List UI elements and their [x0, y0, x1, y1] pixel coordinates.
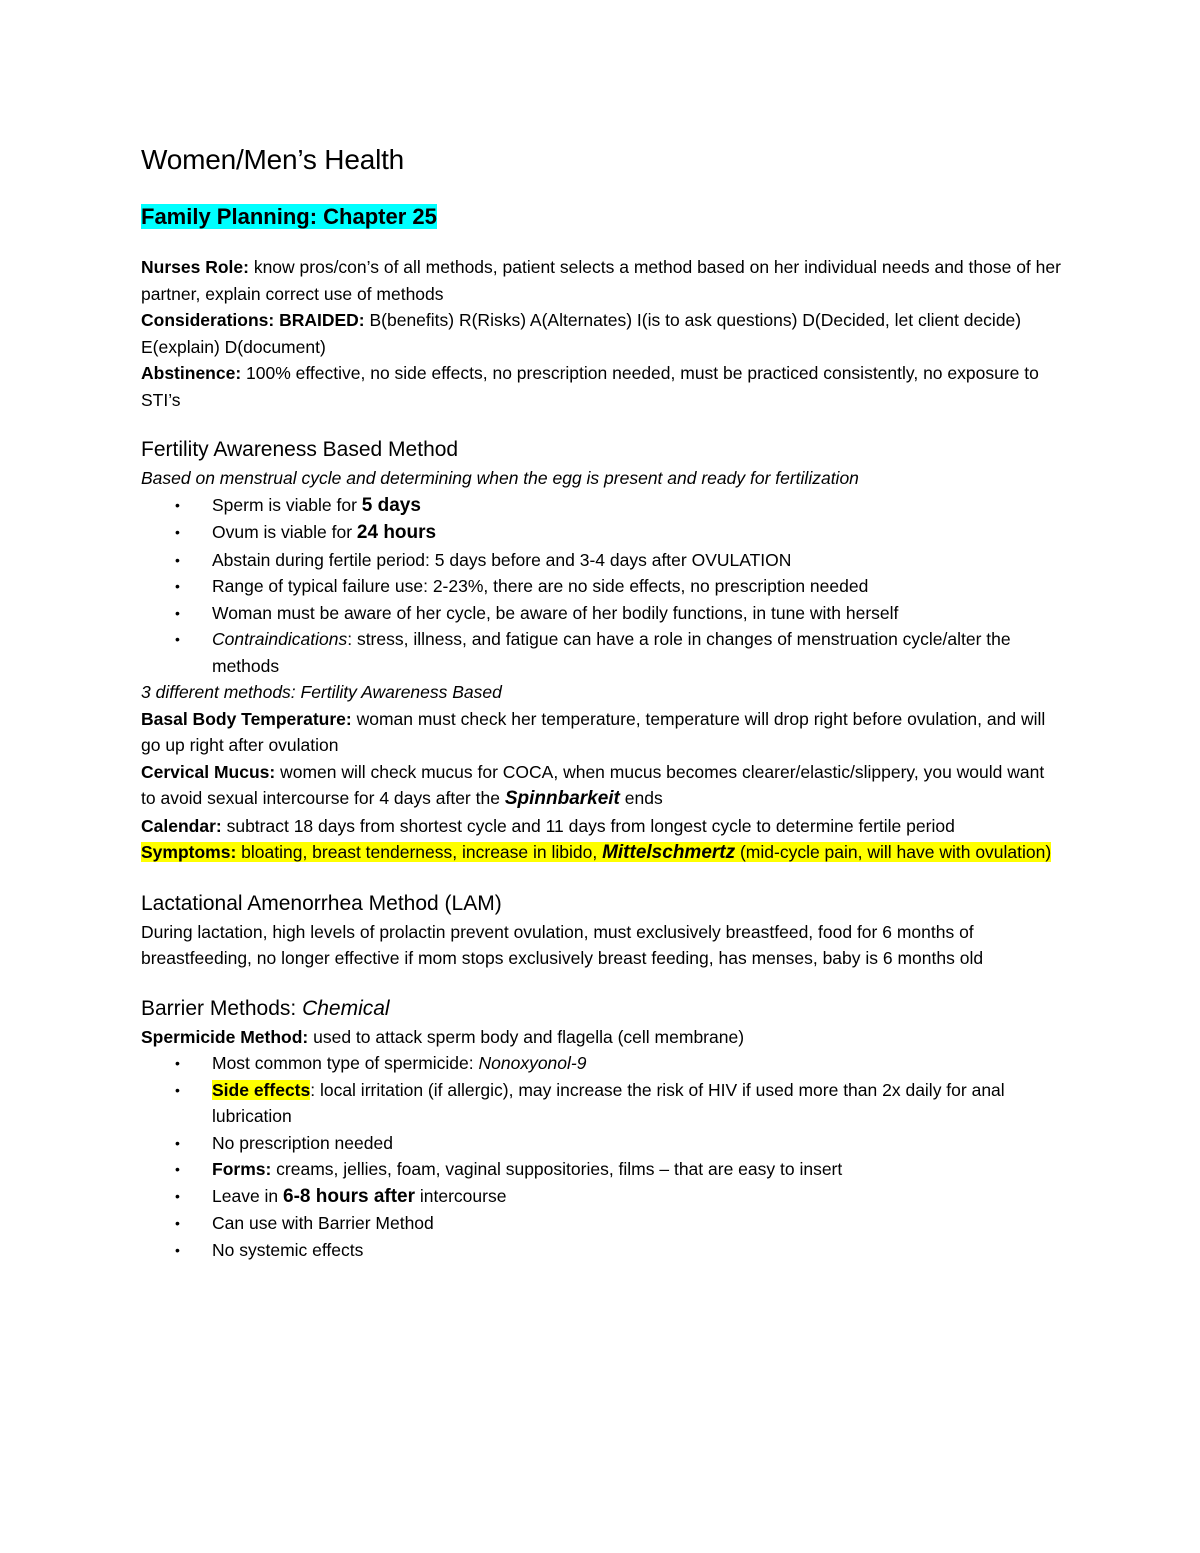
list-item-text: : stress, illness, and fatigue can have a role in changes of menstruation cycle/alter the methods	[212, 629, 1011, 676]
bbt-text: woman must check her temperature, temperature will drop right before ovulation, and will go up right after ovulation	[141, 708, 1046, 755]
fertility-intro	[141, 465, 1061, 492]
bullet-icon: •	[175, 604, 180, 621]
barrier-heading	[141, 994, 1061, 1024]
list-item	[141, 547, 1061, 574]
spinnbarkeit-term: Spinnbarkeit	[504, 788, 620, 809]
list-item-text: No systemic effects	[212, 1239, 364, 1260]
bbt-paragraph	[141, 706, 1061, 759]
bbt-label: Basal Body Temperature:	[141, 708, 352, 729]
fertility-bullet-list	[141, 492, 1061, 680]
section-heading-text: Family Planning: Chapter 25	[141, 204, 437, 229]
bullet-icon: •	[175, 1187, 180, 1204]
bullet-icon: •	[175, 551, 180, 568]
barrier-heading-text: Barrier Methods:	[141, 996, 297, 1020]
forms-label: Forms:	[212, 1159, 272, 1179]
list-item-text: Abstain during fertile period: 5 days before and 3-4 days after OVULATION	[212, 549, 792, 570]
symptoms-end: (mid-cycle pain, will have with ovulation)	[735, 842, 1052, 862]
list-item-text: Woman must be aware of her cycle, be aware of her bodily functions, in tune with herself	[212, 602, 899, 623]
list-item	[141, 1156, 1061, 1183]
nurses-role-label: Nurses Role:	[141, 257, 249, 277]
list-item	[141, 492, 1061, 520]
list-item-text: Leave in	[212, 1185, 284, 1206]
list-item-emphasis: 24 hours	[356, 522, 437, 543]
list-item	[141, 1183, 1061, 1211]
three-methods-note	[141, 679, 1061, 706]
considerations-text: B(benefits) R(Risks) A(Alternates) I(is to ask questions) D(Decided, let client decide) E(explain) D(document)	[141, 310, 1022, 357]
list-item-text-end: intercourse	[415, 1185, 507, 1206]
list-item-emphasis: 5 days	[361, 494, 421, 516]
cervical-mucus-paragraph	[141, 759, 1061, 813]
bullet-icon: •	[175, 1081, 180, 1098]
cervical-mucus-label: Cervical Mucus:	[141, 761, 276, 782]
list-item-text: No prescription needed	[212, 1132, 393, 1153]
symptoms-label: Symptoms:	[141, 842, 237, 862]
list-item-text: : local irritation (if allergic), may increase the risk of HIV if used more than 2x daily for anal lubrication	[212, 1079, 1005, 1126]
document-page	[141, 140, 1061, 1263]
bullet-icon: •	[175, 1134, 180, 1151]
calendar-label: Calendar:	[141, 815, 222, 836]
spermicide-paragraph	[141, 1024, 1061, 1051]
calendar-text: subtract 18 days from shortest cycle and 11 days from longest cycle to determine fertile period	[221, 815, 955, 836]
nurses-role-text: know pros/con’s of all methods, patient selects a method based on her individual needs and those of her partner, explain correct use of methods	[141, 257, 1061, 304]
document-title: Women/Men’s Health	[141, 144, 405, 175]
bullet-icon: •	[175, 496, 180, 513]
fertility-intro-text: Based on menstrual cycle and determining when the egg is present and ready for fertilization	[141, 468, 859, 488]
barrier-bullet-list	[141, 1050, 1061, 1263]
abstinence-label: Abstinence:	[141, 363, 242, 383]
list-item	[141, 519, 1061, 547]
list-item-text: Ovum is viable for	[212, 522, 357, 542]
list-item-text: Range of typical failure use: 2-23%, there are no side effects, no prescription needed	[212, 576, 869, 596]
list-item	[141, 1237, 1061, 1264]
lam-paragraph: During lactation, high levels of prolactin prevent ovulation, must exclusively breastfeed, food for 6 months of breastfeeding, no longer effective if mom stops exclusively breast feeding, has menses, baby is 6 months old	[141, 921, 984, 968]
list-item-text: Sperm is viable for	[212, 494, 362, 515]
list-item	[141, 1130, 1061, 1157]
cervical-mucus-text: women will check mucus for COCA, when mucus becomes clearer/elastic/slippery, you would want to avoid sexual intercourse for 4 days after the	[141, 761, 1045, 808]
section-heading	[141, 202, 1061, 232]
list-item-text: Most common type of spermicide:	[212, 1053, 479, 1073]
list-item-emphasis: Contraindications	[212, 629, 348, 649]
abstinence-paragraph	[141, 360, 1061, 413]
lam-heading: Lactational Amenorrhea Method (LAM)	[141, 891, 502, 915]
list-item-emphasis: 6-8 hours after	[283, 1185, 416, 1207]
considerations-paragraph	[141, 307, 1061, 360]
bullet-icon: •	[175, 1055, 180, 1071]
list-item	[141, 626, 1061, 679]
list-item	[141, 1077, 1061, 1130]
three-methods-text: 3 different methods: Fertility Awareness Based	[141, 682, 502, 702]
list-item-emphasis: Nonoxyonol-9	[478, 1053, 587, 1073]
list-item	[141, 600, 1061, 627]
bullet-icon: •	[175, 524, 180, 540]
mittelschmertz-term: Mittelschmertz	[602, 842, 736, 863]
list-item-text: creams, jellies, foam, vaginal suppositories, films – that are easy to insert	[271, 1159, 843, 1179]
considerations-label: Considerations: BRAIDED:	[141, 310, 365, 330]
bullet-icon: •	[175, 1241, 180, 1258]
bullet-icon: •	[175, 1215, 180, 1231]
list-item	[141, 1210, 1061, 1237]
nurses-role-paragraph	[141, 254, 1061, 307]
calendar-paragraph	[141, 813, 1061, 840]
abstinence-text: 100% effective, no side effects, no prescription needed, must be practiced consistently, no exposure to STI’s	[141, 363, 1039, 410]
list-item-text: Can use with Barrier Method	[212, 1213, 434, 1233]
fertility-heading: Fertility Awareness Based Method	[141, 438, 459, 461]
bullet-icon: •	[175, 1161, 180, 1177]
spermicide-label: Spermicide Method:	[141, 1026, 309, 1047]
spermicide-text: used to attack sperm body and flagella (cell membrane)	[308, 1026, 745, 1047]
barrier-heading-italic: Chemical	[296, 996, 390, 1020]
list-item	[141, 1050, 1061, 1077]
side-effects-label: Side effects	[212, 1079, 311, 1100]
bullet-icon: •	[175, 578, 180, 594]
bullet-icon: •	[175, 631, 180, 647]
symptoms-text: bloating, breast tenderness, increase in libido,	[236, 842, 603, 862]
symptoms-paragraph	[141, 839, 1061, 867]
cervical-mucus-end: ends	[619, 788, 663, 808]
list-item	[141, 573, 1061, 600]
